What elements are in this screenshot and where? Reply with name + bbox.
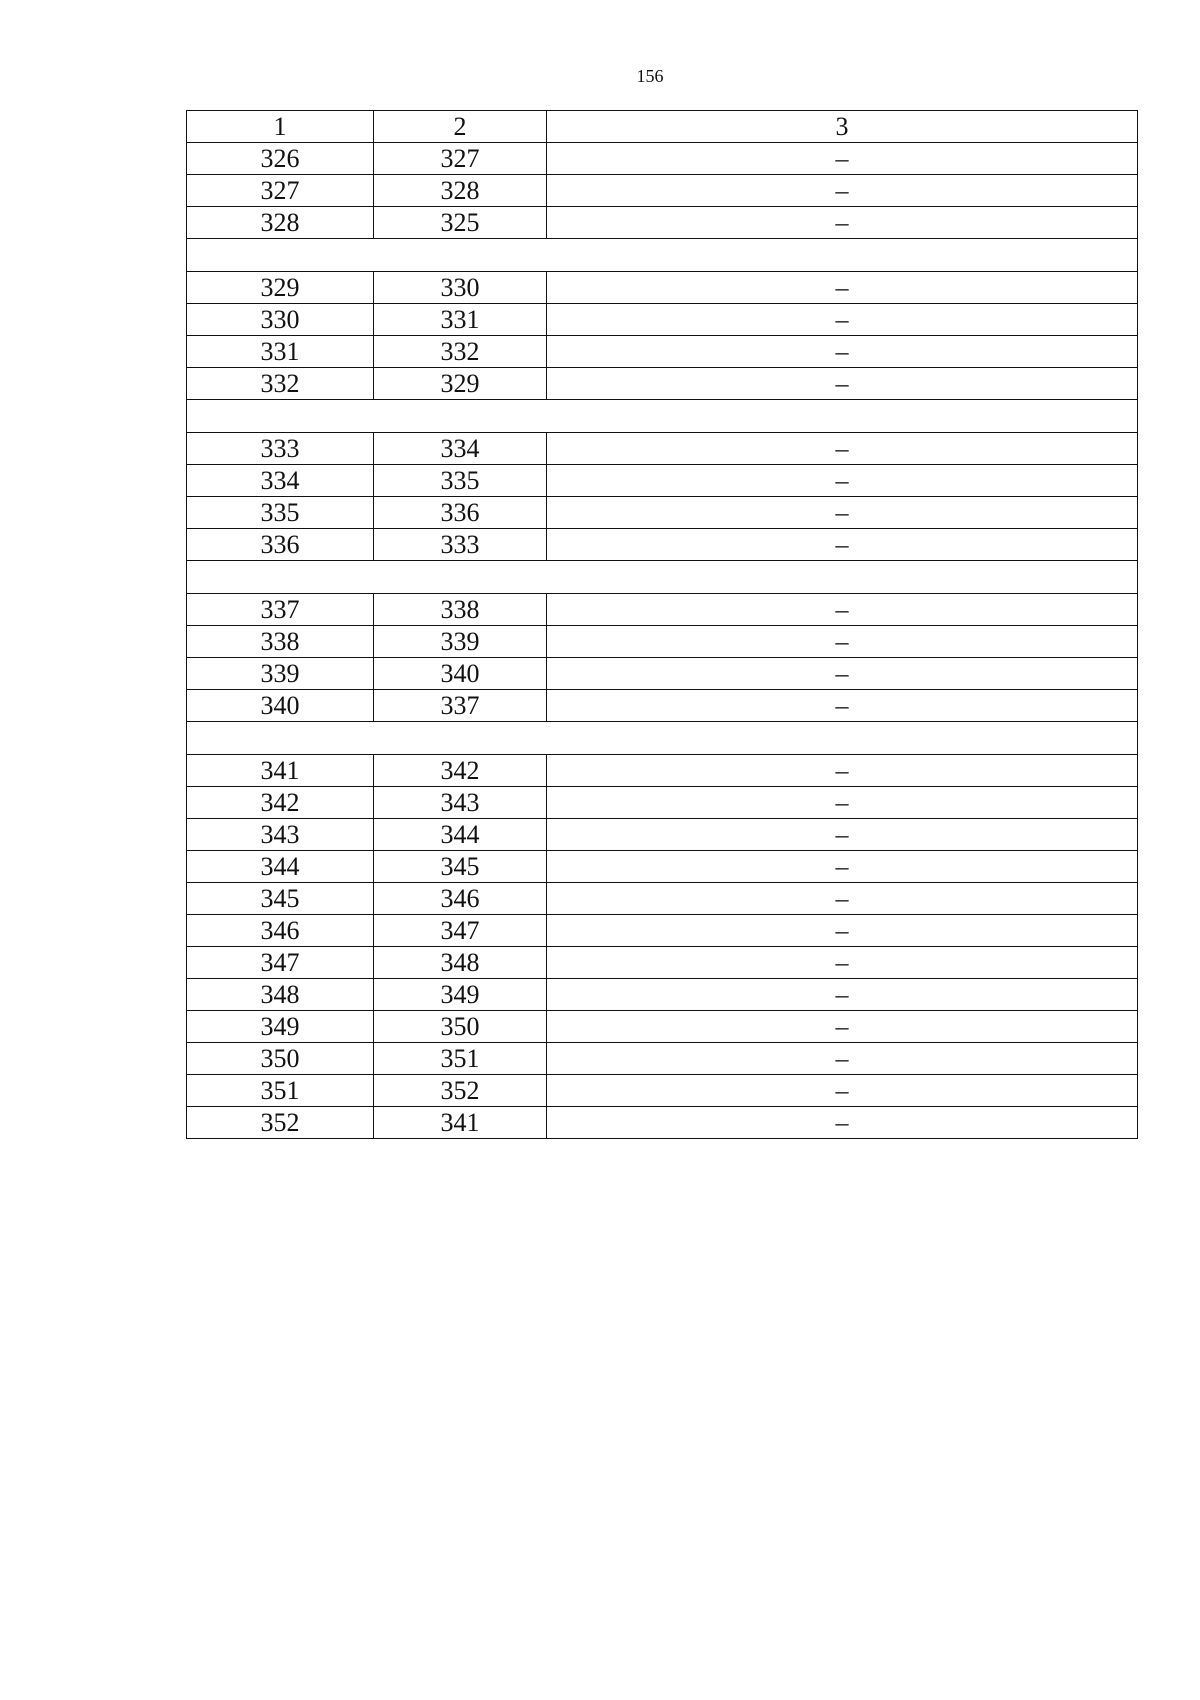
table-cell-col1: 349 [187,1011,374,1043]
table-cell-col3: – [547,755,1138,787]
table-cell-col3: – [547,594,1138,626]
table-cell-col3: – [547,175,1138,207]
table-cell-col2: 329 [374,368,547,400]
group-separator-row [187,722,1138,755]
header-cell-col3: 3 [547,111,1138,143]
table-cell-col2: 350 [374,1011,547,1043]
table-cell-col1: 347 [187,947,374,979]
table-cell-col3: – [547,1075,1138,1107]
group-separator-cell [187,722,1138,755]
table-row [187,594,1138,626]
table-cell-col1: 343 [187,819,374,851]
table-row [187,883,1138,915]
table-row [187,1075,1138,1107]
table-cell-col2: 328 [374,175,547,207]
table-cell-col3: – [547,1011,1138,1043]
table-cell-col2: 351 [374,1043,547,1075]
table-cell-col2: 346 [374,883,547,915]
table-row [187,979,1138,1011]
table-cell-col2: 325 [374,207,547,239]
table-cell-col1: 330 [187,304,374,336]
table-cell-col3: – [547,690,1138,722]
table-cell-col2: 344 [374,819,547,851]
table-cell-col2: 335 [374,465,547,497]
table-cell-col3: – [547,304,1138,336]
table-cell-col2: 340 [374,658,547,690]
table-cell-col1: 344 [187,851,374,883]
table-row [187,272,1138,304]
table-cell-col1: 326 [187,143,374,175]
table-cell-col3: – [547,883,1138,915]
table-row [187,1107,1138,1139]
group-separator-cell [187,400,1138,433]
page-number: 156 [636,66,664,86]
group-separator-row [187,400,1138,433]
table-row [187,143,1138,175]
table-cell-col2: 331 [374,304,547,336]
group-separator-row [187,561,1138,594]
table-cell-col2: 337 [374,690,547,722]
table-row [187,755,1138,787]
table-cell-col3: – [547,819,1138,851]
table-cell-col3: – [547,787,1138,819]
table-cell-col1: 334 [187,465,374,497]
table-cell-col3: – [547,529,1138,561]
table-cell-col2: 345 [374,851,547,883]
table-row [187,207,1138,239]
group-separator-cell [187,239,1138,272]
group-separator-row [187,239,1138,272]
table-cell-col3: – [547,947,1138,979]
table-cell-col3: – [547,658,1138,690]
table-cell-col3: – [547,433,1138,465]
table-cell-col2: 327 [374,143,547,175]
table-cell-col1: 351 [187,1075,374,1107]
table-cell-col2: 338 [374,594,547,626]
table-cell-col1: 346 [187,915,374,947]
table-cell-col3: – [547,272,1138,304]
table-row [187,658,1138,690]
table-cell-col1: 341 [187,755,374,787]
group-separator-cell [187,561,1138,594]
table-row [187,529,1138,561]
table-cell-col1: 339 [187,658,374,690]
table-row [187,175,1138,207]
table-cell-col1: 331 [187,336,374,368]
table-cell-col2: 348 [374,947,547,979]
table-cell-col1: 332 [187,368,374,400]
table-cell-col3: – [547,336,1138,368]
table-row [187,819,1138,851]
table-cell-col3: – [547,465,1138,497]
table-cell-col2: 333 [374,529,547,561]
table-row [187,304,1138,336]
table-row [187,626,1138,658]
table-cell-col1: 333 [187,433,374,465]
table-row [187,1011,1138,1043]
table-row [187,915,1138,947]
table-cell-col2: 342 [374,755,547,787]
table-cell-col1: 352 [187,1107,374,1139]
table-row [187,947,1138,979]
data-table [186,110,1138,1139]
table-cell-col3: – [547,915,1138,947]
table-cell-col1: 345 [187,883,374,915]
table-cell-col1: 336 [187,529,374,561]
table-body [187,111,1138,1139]
table-cell-col3: – [547,368,1138,400]
table-cell-col2: 339 [374,626,547,658]
table-cell-col3: – [547,207,1138,239]
table-cell-col1: 348 [187,979,374,1011]
header-cell-col1: 1 [187,111,374,143]
table-cell-col3: – [547,1107,1138,1139]
table-header-row [187,111,1138,143]
table-cell-col2: 341 [374,1107,547,1139]
table-row [187,787,1138,819]
table-row [187,1043,1138,1075]
table-cell-col2: 352 [374,1075,547,1107]
table-cell-col3: – [547,979,1138,1011]
table-row [187,465,1138,497]
table-cell-col2: 349 [374,979,547,1011]
table-row [187,690,1138,722]
table-cell-col1: 337 [187,594,374,626]
table-row [187,368,1138,400]
table-cell-col1: 338 [187,626,374,658]
table-cell-col1: 328 [187,207,374,239]
table-cell-col1: 340 [187,690,374,722]
table-cell-col3: – [547,1043,1138,1075]
table-cell-col2: 336 [374,497,547,529]
table-cell-col2: 332 [374,336,547,368]
table-row [187,497,1138,529]
table-cell-col1: 342 [187,787,374,819]
table-cell-col1: 327 [187,175,374,207]
table-cell-col2: 343 [374,787,547,819]
table-cell-col3: – [547,626,1138,658]
header-cell-col2: 2 [374,111,547,143]
table-cell-col1: 335 [187,497,374,529]
table-cell-col2: 334 [374,433,547,465]
table-cell-col1: 329 [187,272,374,304]
table-cell-col1: 350 [187,1043,374,1075]
table-cell-col3: – [547,851,1138,883]
table-cell-col3: – [547,143,1138,175]
table-cell-col2: 330 [374,272,547,304]
table-cell-col2: 347 [374,915,547,947]
table-row [187,336,1138,368]
table-cell-col3: – [547,497,1138,529]
table-row [187,851,1138,883]
table-row [187,433,1138,465]
